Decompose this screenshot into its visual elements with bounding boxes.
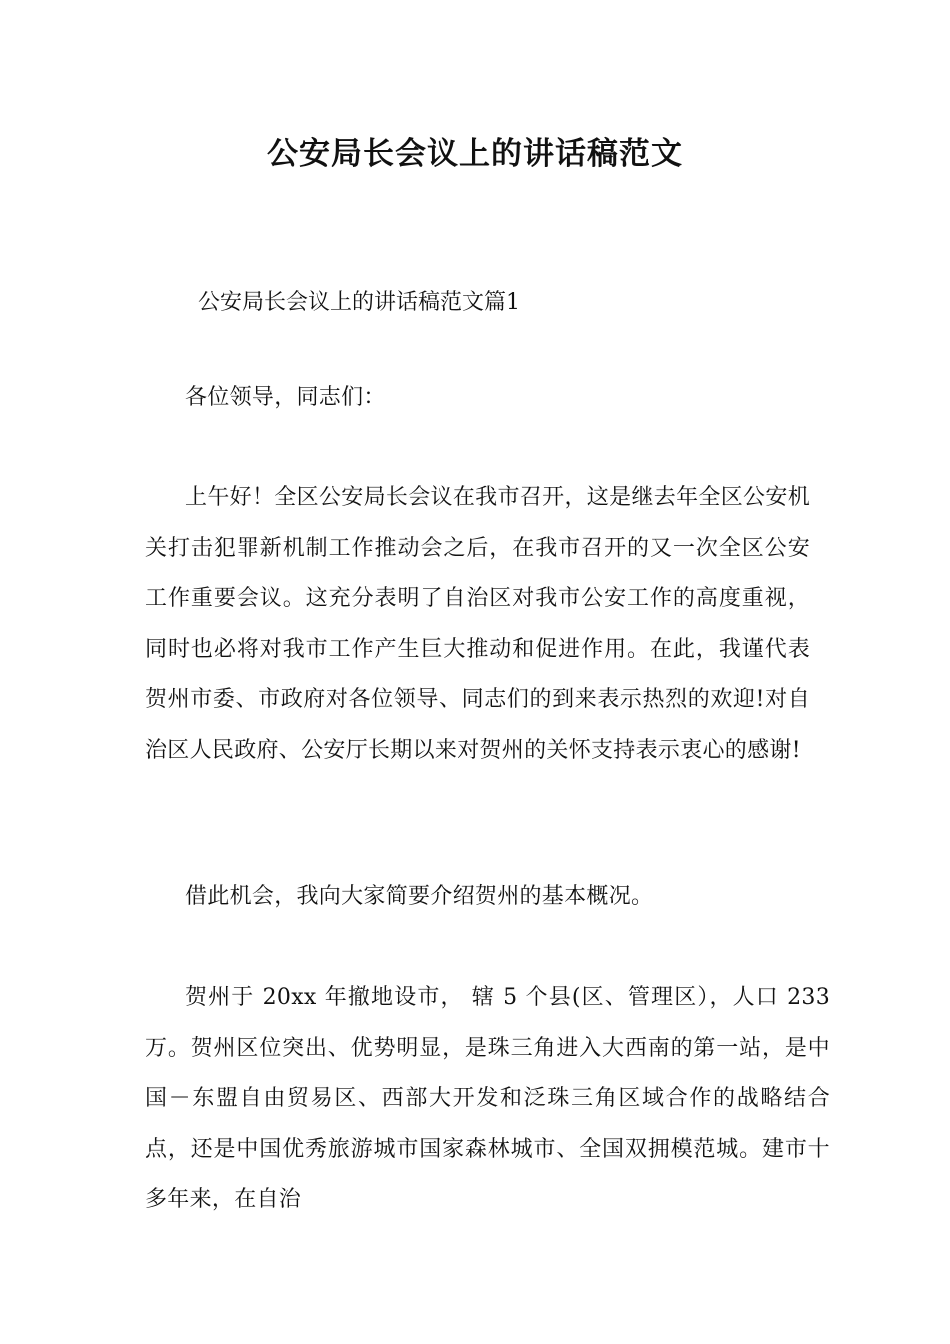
- paragraph-opening: 上午好！全区公安局长会议在我市召开，这是继去年全区公安机关打击犯罪新机制工作推动会之后，在我市召开的又一次全区公安工作重要会议。这充分表明了自治区对我市公安工作的高度重视，同时也必将对我市工作产生巨大推动和促进作用。在此，我谨代表贺州市委、市政府对各位领导、同志们的到来表示热烈的欢迎!对自治区人民政府、公安厅长期以来对贺州的关怀支持表示衷心的感谢!: [145, 485, 810, 763]
- paragraph-intro: 借此机会，我向大家简要介绍贺州的基本概况。: [185, 884, 654, 909]
- paragraph-greeting: 各位领导，同志们：: [185, 385, 386, 410]
- paragraph-overview: 贺州于 20xx 年撤地设市， 辖 5 个县(区、管理区），人口 233 万。贺州区位突出、优势明显，是珠三角进入大西南的第一站，是中国－东盟自由贸易区、西部大开发和泛珠三角区域合作的战略结合点，还是中国优秀旅游城市国家森林城市、全国双拥模范城。建市十多年来，在自治: [145, 985, 830, 1212]
- document-subtitle: 公安局长会议上的讲话稿范文篇1: [198, 290, 520, 315]
- document-title: 公安局长会议上的讲话稿范文: [267, 136, 683, 172]
